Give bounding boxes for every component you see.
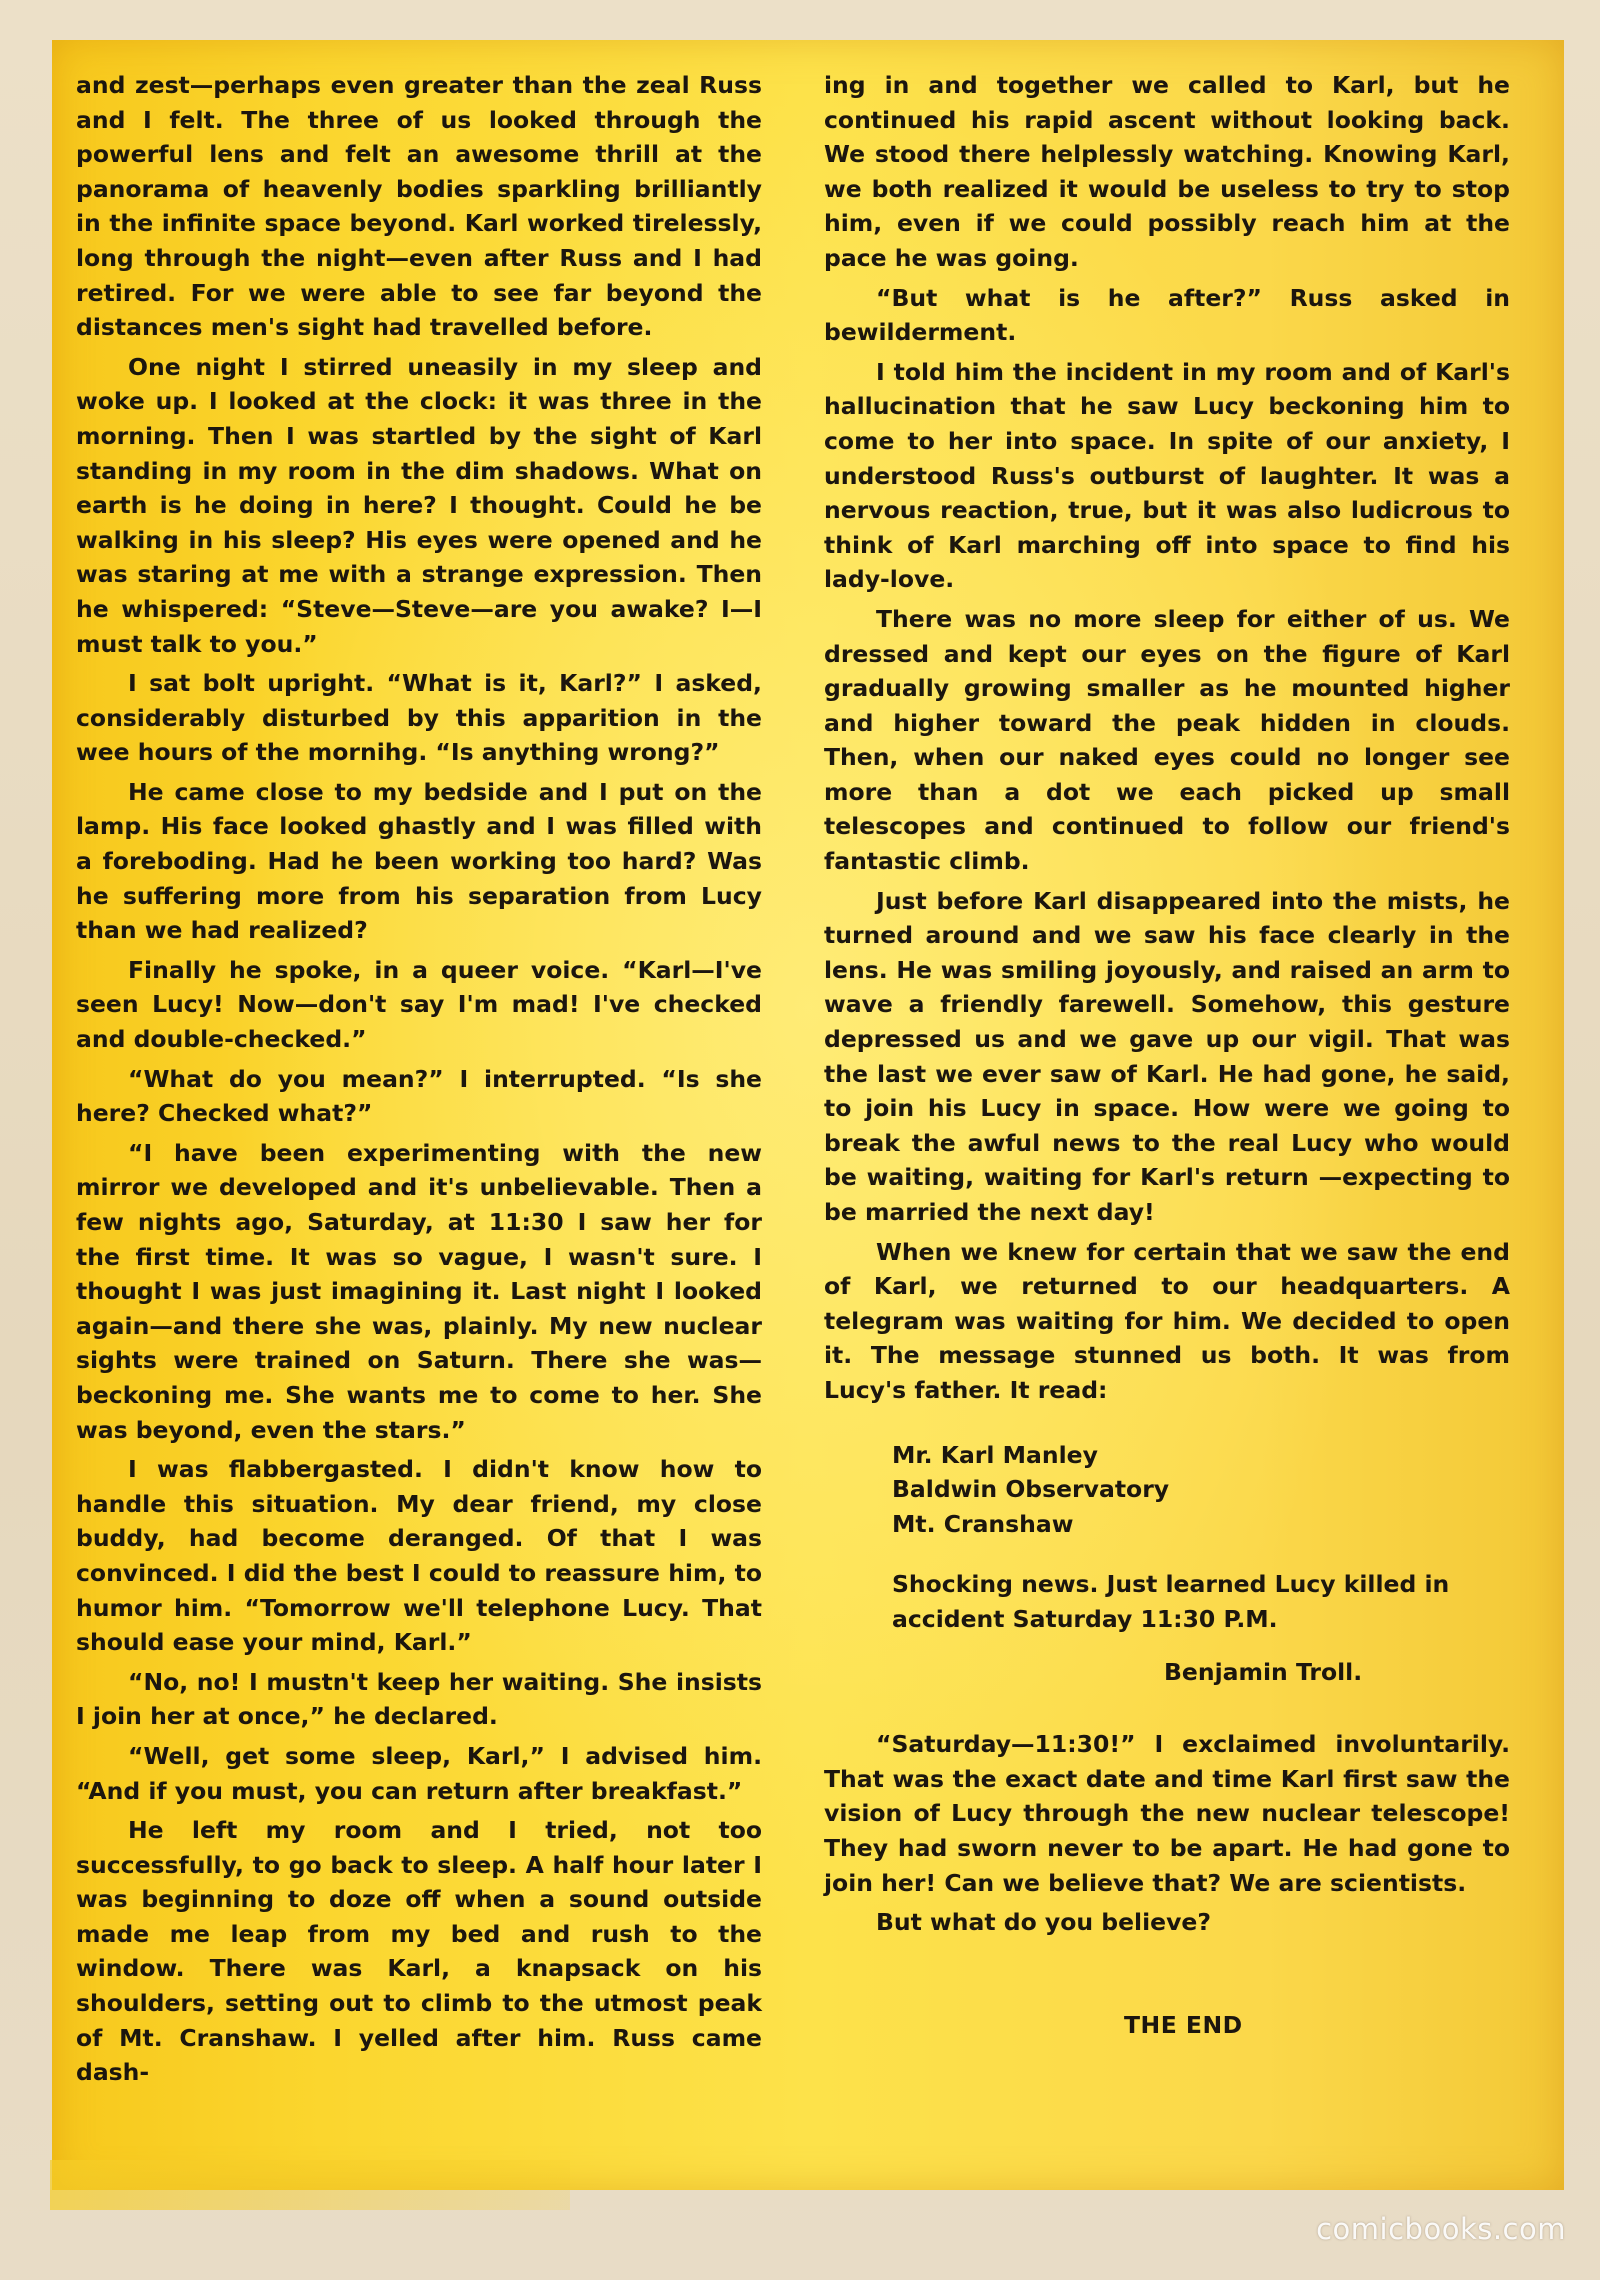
paragraph: “What do you mean?” I interrupted. “Is she here? Checked what?” (76, 1064, 762, 1128)
paragraph: ing in and together we called to Karl, but he continued his rapid ascent without looking back. We stood there helplessly watching. Knowing Karl, we both realized it would be useless to try to stop him, even if we could possibly reach him at the pace he was going. (824, 71, 1510, 272)
paragraph: and zest—perhaps even greater than the zeal Russ and I felt. The three of us looked through the powerful lens and felt an awesome thrill at the panorama of heavenly bodies sparkling brilliantly in the infinite space beyond. Karl worked tirelessly, long through the night—even after Russ and I had retired. For we were able to see far beyond the distances men's sight had travelled before. (76, 71, 762, 342)
story-ending: THE END (1124, 2010, 1243, 2039)
paragraph: “But what is he after?” Russ asked in bewilderment. (824, 283, 1510, 347)
telegram-address-location: Mt. Cranshaw (892, 1509, 1074, 1538)
paragraph: “I have been experimenting with the new mirror we developed and it's unbelievable. Then a few nights ago, Saturday, at 11:30 I saw her for the first time. It was so vague, I wasn't sure. I thought I was just imagining it. Last night I looked again—and there she was, plainly. My new nuclear sights were trained on Saturn. There she was—beckoning me. She wants me to come to her. She was beyond, even the stars.” (76, 1138, 762, 1444)
site-watermark: comicbooks.com (1316, 2212, 1566, 2246)
right-text-column (824, 68, 1510, 2042)
paragraph: I was flabbergasted. I didn't know how to handle this situation. My dear friend, my close buddy, had become deranged. Of that I was convinced. I did the best I could to reassure him, to humor him. “Tomorrow we'll telephone Lucy. That should ease your mind, Karl.” (76, 1455, 762, 1657)
paragraph: Just before Karl disappeared into the mists, he turned around and we saw his face clearly in the lens. He was smiling joyously, and raised an arm to wave a friendly farewell. Somehow, this gesture depressed us and we gave up our vigil. That was the last we ever saw of Karl. He had gone, he said, to join his Lucy in space. How were we going to break the awful news to the real Lucy who would be waiting, waiting for Karl's return —expecting to be married the next day! (824, 886, 1510, 1226)
paragraph: Finally he spoke, in a queer voice. “Karl—I've seen Lucy! Now—don't say I'm mad! I've checked and double-checked.” (76, 955, 762, 1054)
paragraph: He came close to my bedside and I put on the lamp. His face looked ghastly and I was filled with a foreboding. Had he been working too hard? Was he suffering more from his separation from Lucy than we had realized? (76, 777, 762, 945)
telegram-block (824, 1438, 1510, 1690)
paragraph: He left my room and I tried, not too successfully, to go back to sleep. A half hour later I was beginning to doze off when a sound outside made me leap from my bed and rush to the window. There was Karl, a knapsack on his shoulders, setting out to climb to the utmost peak of Mt. Cranshaw. I yelled after him. Russ came dash- (76, 1816, 762, 2087)
paragraph: When we knew for certain that we saw the end of Karl, we returned to our headquarters. A telegram was waiting for him. We decided to open it. The message stunned us both. It was from Lucy's father. It read: (824, 1237, 1510, 1404)
telegram-address-place: Baldwin Observatory (892, 1475, 1170, 1504)
paragraph: “No, no! I mustn't keep her waiting. She insists I join her at once,” he declared. (76, 1667, 762, 1731)
paragraph: I told him the incident in my room and of Karl's hallucination that he saw Lucy beckoning him to come to her into space. In spite of our anxiety, I understood Russ's outburst of laughter. It was a nervous reaction, true, but it was also ludicrous to think of Karl marching off into space to find his lady-love. (824, 357, 1510, 594)
paragraph: I sat bolt upright. “What is it, Karl?” I asked, considerably disturbed by this apparition in the wee hours of the mornihg. “Is anything wrong?” (76, 669, 762, 767)
telegram-message: Shocking news. Just learned Lucy killed in accident Saturday 11:30 P.M. (892, 1570, 1450, 1633)
telegram-signature: Benjamin Troll. (1164, 1657, 1363, 1686)
page-edge-smudge (50, 2160, 570, 2210)
left-text-column (76, 68, 762, 2095)
paragraph: But what do you believe? (876, 1908, 1211, 1937)
telegram-address-name: Mr. Karl Manley (892, 1440, 1098, 1469)
paragraph: “Saturday—11:30!” I exclaimed involuntarily. That was the exact date and time Karl first saw the vision of Lucy through the new nuclear telescope! They had sworn never to be apart. He had gone to join her! Can we believe that? We are scientists. (824, 1730, 1510, 1897)
paragraph: There was no more sleep for either of us. We dressed and kept our eyes on the figure of Karl gradually growing smaller as he mounted higher and higher toward the peak hidden in clouds. Then, when our naked eyes could no longer see more than a dot we each picked up small telescopes and continued to follow our friend's fantastic climb. (824, 604, 1510, 876)
story-page (52, 40, 1564, 2190)
paragraph: One night I stirred uneasily in my sleep and woke up. I looked at the clock: it was three in the morning. Then I was startled by the sight of Karl standing in my room in the dim shadows. What on earth is he doing in here? I thought. Could he be walking in his sleep? His eyes were opened and he was staring at me with a strange expression. Then he whispered: “Steve—Steve—are you awake? I—I must talk to you.” (76, 352, 762, 658)
paragraph: “Well, get some sleep, Karl,” I advised him. “And if you must, you can return after breakfast.” (76, 1741, 762, 1805)
